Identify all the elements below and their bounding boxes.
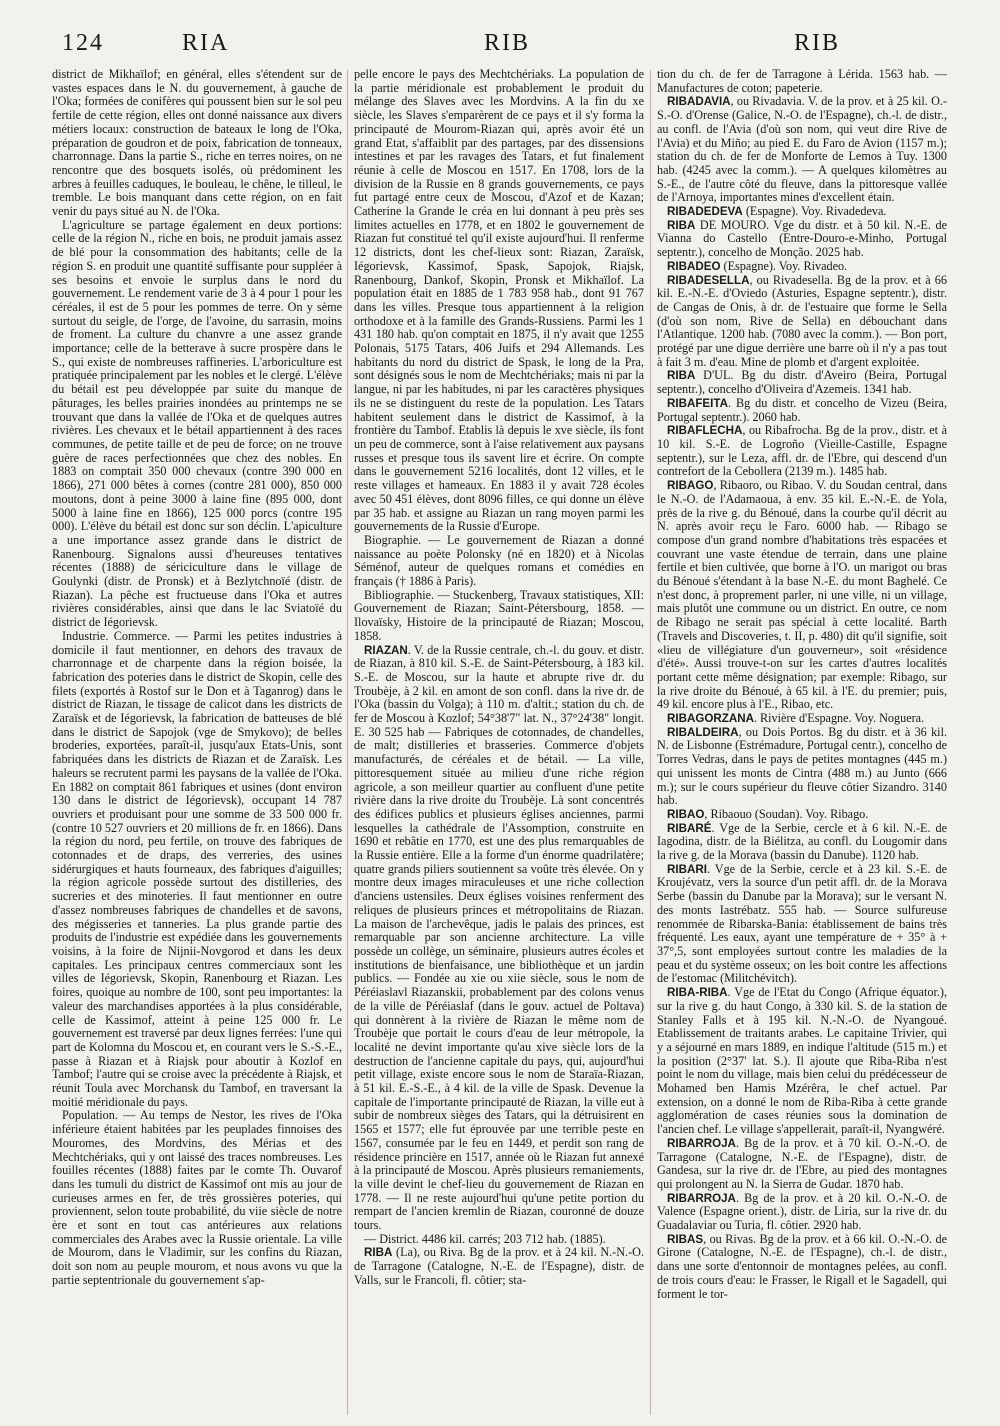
headword: RIBARÉ [667, 821, 712, 835]
headword: RIBAGO [667, 479, 714, 493]
page-number: 124 [62, 30, 104, 56]
entry-ribao: RIBAO, Ribaouo (Soudan). Voy. Ribago. [667, 806, 869, 821]
entry-ribas: RIBAS, ou Rivas. Bg de la prov. et à 66 kil. O.-N.-O. de Girone (Catalogne, N.-E. de l'Espagne), ch.-l. de distr., dans une sorte d'entonnoir de montagnes pelées, au confl. de trois cours d'eau: le Frasser, le Rigall et le Sagadell, qui forment le tor- [657, 1231, 947, 1301]
entry-ribadavia: RIBADAVIA, ou Rivadavia. V. de la prov. et à 25 kil. O.-S.-O. d'Orense (Galice, N.-O. de l'Espagne), ch.-l. de distr., au confl. de l'Avia (d'où son nom, qui veut dire Rive de l'Avia) et du Miño; au pied E. du Faro de Avion (1157 m.); station du ch. de fer de Monforte de Lemos à Tuy. 1300 hab. (4245 avec la comm.). — A quelques kilomètres au S.-E., de l'autre côté du fleuve, dans la pittoresque vallée de l'Arnoya, importantes mines d'excellent étain. [657, 94, 947, 205]
entry-ribari: RIBARI. Vge de la Serbie, cercle et à 23 kil. S.-E. de Kroujévatz, vers la source d'un petit affl. dr. de la Morava Serbe (bassin du Danube par la Morava); sur le versant N. des monts Iastrébatz. 555 hab. — Source sulfureuse renommée de Ribarska-Bania: établissement de bains très fréquenté. Les eaux, ayant une température de + 35° à + 37°,5, sont employées surtout contre les maladies de la peau et du système osseux; on les boit contre les affections de l'estomac (Militchévitch). [657, 861, 947, 986]
paragraph: district de Mikhaïlof; en général, elles s'étendent sur de vastes espaces dans le N. du gouvernement, à gauche de l'Oka; formées de conifères qui poussent bien sur le sol peu fertile de cette région, elles ont donné naissance aux divers métiers locaux: construction de bateaux le long de l'Oka, préparation de goudron et de poix, fabrication de tonneaux, charronnage. Dans la partie S., riche en terres noires, on ne rencontre que des bosquets isolés, où prédominent les arbres à feuilles caduques, le bouleau, le chêne, le tilleul, le tremble. Le bois manquant dans cette région, on en fait venir du pays situé au N. de l'Oka. [52, 68, 342, 219]
headword: RIBA [667, 218, 696, 232]
text-column-center [354, 68, 644, 1416]
paragraph: tion du ch. de fer de Tarragone à Lérida. 1563 hab. — Manufactures de coton; papeterie. [657, 68, 947, 95]
headword: RIBARROJA [667, 1136, 736, 1150]
entry-ribarroja: RIBARROJA. Bg de la prov. et à 70 kil. O.-N.-O. de Tarragone (Catalogne, N.-E. de l'Espagne), distr. de Gandesa, sur la rive dr. de l'Ebre, au pied des montagnes qui prolongent au N. la Sierra de Gudar. 1870 hab. [657, 1135, 947, 1191]
headword: RIBA [667, 369, 696, 383]
entry-ribaldeira: RIBALDEIRA, ou Dois Portos. Bg du distr. et à 36 kil. N. de Lisbonne (Estrémadure, Portugal centr.), concelho de Torres Vedras, dans le pays de petites montagnes (445 m.) qui unissent les monts de Cintra (488 m.) au Junto (666 m.); sur le cours supérieur du fleuve côtier Sizandro. 3140 hab. [657, 724, 947, 808]
column-divider [650, 70, 651, 1415]
entry-riba: RIBA (La), ou Riva. Bg de la prov. et à 24 kil. N.-N.-O. de Tarragone (Catalogne, N.-E. de l'Espagne), distr. de Valls, sur le Francoli, fl. côtier; sta- [354, 1245, 644, 1287]
entry-ribadedeva: RIBADEDEVA (Espagne). Voy. Rivadedeva. [667, 204, 887, 219]
headword: RIBARROJA [667, 1191, 736, 1205]
running-head-left: RIA [182, 30, 230, 56]
entry-riazan: RIAZAN. V. de la Russie centrale, ch.-l. du gouv. et distr. de Riazan, à 810 kil. S.-E. de Saint-Pétersbourg, à 183 kil. S.-E. de Moscou, sur la haute et abrupte rive dr. du Troubèje, à 2 kil. en amont de son confl. dans la rive dr. de l'Oka (bassin du Volga); à 110 m. d'altit.; station du ch. de fer de Moscou à Kozlof; 54°38'7" lat. N., 37°24'38" longit. E. 30 525 hab — Fabriques de cotonnades, de chandelles, de malt; distilleries et brasseries. Commerce d'objets manufacturés, de céréales et de bétail. — La ville, pittoresquement située au milieu d'une riche région agricole, a son meilleur quartier au confluent d'une petite rivière dans la rive droite du Troubèje. Là sont concentrés des édifices publics et plusieurs églises anciennes, parmi lesquelles la cathédrale de l'Assomption, construite en 1690 et rebâtie en 1770, est une des plus remarquables de la Russie entière. Elle a la forme d'un énorme quadrilatère; quatre grands piliers soutiennent sa voûte très élevée. On y montre deux images miraculeuses et une riche collection d'anciens ustensiles. Deux églises voisines renferment des reliques de plusieurs princes et métropolitains de Riazan. La maison de l'archevêque, jadis le palais des princes, est remarquable par son ancienne architecture. La ville possède un collège, un séminaire, plusieurs autres écoles et institutions de bienfaisance, une bibliothèque et un jardin publics. — Fondée au xie ou xiie siècle, sous le nom de Péréiaslavl Riazanskii, probablement par des colons venus de la ville de Péréiaslaf (dans le gouv. actuel de Poltava) qui donnèrent à la rivière de Riazan le même nom de Troubèje que portait le cours d'eau de leur métropole, la localité ne devint importante qu'au xive siècle lors de la destruction de l'ancienne capitale du pays, qui, aujourd'hui petit village, existe encore sous le nom de Staraïa-Riazan, à 51 kil. E.-S.-E., à 4 kil. de la ville de Spask. Devenue la capitale de l'importante principauté de Riazan, la ville eut à subir de nombreux sièges des Tatars, qui la détruisirent en 1565 et 1577; elle fut éprouvée par une terrible peste en 1567, consumée par le feu en 1449, et perdit son rang de résidence princière en 1517, année où le Riazan fut annexé à la principauté de Moscou. Après plusieurs remaniements, la ville devint le chef-lieu du gouvernement de Riazan en 1778. — Il ne reste aujourd'hui qu'une petite portion du rempart de l'ancien kremlin de Riazan, couronné de douze tours. [354, 642, 644, 1233]
headword: RIBADEDEVA [667, 205, 743, 219]
headword: RIBA [364, 1246, 393, 1260]
entry-ribadesella: RIBADESELLA, ou Rivadesella. Bg de la prov. et à 66 kil. E.-N.-E. d'Oviedo (Asturies, Espagne septentr.), distr. de Cangas de Onis, à dr. de l'estuaire que forme le Sella (d'où son nom, Rive de Sella) en débouchant dans l'Atlantique. 1200 hab. (7080 avec la comm.). — Bon port, protégé par une digue derrière une barre où il n'y a pas tout à fait 3 m. d'eau. Mine de plomb et d'argent exploitée. [657, 272, 947, 369]
entry-ribafeita: RIBAFEITA. Bg du distr. et concelho de Vizeu (Beira, Portugal septentr.). 2060 hab. [657, 395, 947, 424]
column-divider [347, 70, 348, 1415]
text-column-right [657, 68, 947, 1416]
entry-ribarroja-2: RIBARROJA. Bg de la prov. et à 20 kil. O.-N.-O. de Valence (Espagne orient.), distr. de Liria, sur la rive dr. du Guadalaviar ou Turia, fl. côtier. 2920 hab. [657, 1190, 947, 1233]
text-column-left [52, 68, 342, 1416]
entry-riba-riba: RIBA-RIBA. Vge de l'Etat du Congo (Afrique équator.), sur la rive g. du haut Congo, à 330 kil. S. de la station de Stanley Falls et à 195 kil. N.-N.-O. de Nyangoué. Etablissement de traitants arabes. Le capitaine Trivier, qui y a séjourné en mars 1889, en indique l'altitude (515 m.) et la position (2°37' lat. S.). Il ajoute que Riba-Riba n'est point le nom du village, mais bien celui du prédécesseur de Mohamed ben Hamis Mzérêra, le chef actuel. Par extension, on a donné le nom de Riba-Riba à cette grande agglomération de cases réunies sous la domination de l'ancien chef. Le village s'appellerait, paraît-il, Nyangwéré. [657, 985, 947, 1137]
headword: RIBAFEITA [667, 396, 728, 410]
entry-ribagorzana: RIBAGORZANA. Rivière d'Espagne. Voy. Noguera. [667, 711, 925, 726]
headword: RIBALDEIRA [667, 725, 739, 739]
headword: RIBADEO [667, 259, 721, 273]
paragraph: — District. 4486 kil. carrés; 203 712 hab. (1885). [364, 1231, 606, 1246]
headword: RIBAO [667, 807, 705, 821]
paragraph: L'agriculture se partage également en deux portions: celle de la région N., riche en bois, ne produit jamais assez de blé pour la consommation des habitants; celle de la région S. en produit une quantité suffisante pour suppléer à ses besoins et envoie le surplus dans le nord du gouvernement. Le rendement varie de 3 à 4 pour 1 pour les céréales, il est de 5 pour les pommes de terre. On y sème surtout du seigle, de l'orge, de l'avoine, du sarrasin, moins de froment. La culture du chanvre a une assez grande importance; celle de la betterave à sucre prospère dans le S., qui existe de nombreuses raffineries. L'arboriculture est pratiquée principalement par les nobles et le clergé. L'élève du bétail est peu développée par suite du manque de pâturages, les belles prairies inondées au printemps ne se trouvant que dans la vallée de l'Oka et de quelques autres rivières. Les chevaux et le bétail appartiennent à des races communes, de petite taille et de peu de force; on ne trouve guère de races perfectionnées que chez des nobles. En 1883 on comptait 350 000 chevaux (contre 390 000 en 1866), 271 000 bêtes à cornes (contre 281 000), 850 000 moutons, dont à peine 3000 à laine fine (895 000, dont 5000 à laine fine en 1866), 125 000 porcs (contre 195 000). L'élève du bétail est donc sur son déclin. L'apiculture a une importance assez grande dans le district de Ranenbourg. Signalons aussi d'heureuses tentatives récentes (1888) de sériciculture dans le village de Goulynki (distr. de Pronsk) et à Bezlytchnoïé (distr. de Riazan). La pêche est fructueuse dans l'Oka et autres rivières considérables, ainsi que dans le lac Sviatoïé du district de Iégorievsk. [52, 217, 342, 630]
headword: RIBAFLECHA [667, 424, 743, 438]
headword: RIBAGORZANA [667, 712, 754, 726]
paragraph: Biographie. — Le gouvernement de Riazan a donné naissance au poète Polonsky (né en 1820) et à Nicolas Séménof, auteur de quelques romans et comédies en français († 1886 à Paris). [354, 532, 644, 589]
paragraph: Bibliographie. — Stuckenberg, Travaux statistiques, XII: Gouvernement de Riazan; Saint-Pétersbourg, 1858. — Ilovaïsky, Histoire de la principauté de Riazan; Moscou, 1858. [354, 587, 644, 643]
paragraph: pelle encore le pays des Mechtchériaks. La population de la partie méridionale est probablement le produit du mélange des Slaves avec les Mordvins. A la fin du xe siècle, les Slaves s'emparèrent de ce pays et il s'y forma la principauté de Mourom-Riazan qui, après avoir été un grand Etat, s'affaiblit par des partages, par des dissensions intestines et par les ravages des Tatars, et fut finalement réunie à celle de Moscou en 1517. En 1708, lors de la division de la Russie en 8 grands gouvernements, ce pays fut partagé entre ceux de Moscou, d'Azof et de Kazan; Catherine la Grande le créa en lui donnant à peu près ses limites actuelles en 1778, et en 1802 le gouvernement de Riazan fut constitué tel qu'il existe aujourd'hui. Il renferme 12 districts, dont les chef-lieux sont: Riazan, Zaraïsk, Iégorievsk, Kassimof, Spask, Sapojok, Riajsk, Ranenbourg, Dankof, Skopin, Pronsk et Mikhaïlof. La population était en 1885 de 1 783 958 hab., dont 91 767 dans les villes. Presque tous appartiennent à la religion orthodoxe et à la famille des Grands-Russiens. Parmi les 1 431 180 hab. qu'on comptait en 1875, il n'y avait que 1255 Polonais, 5175 Tatars, 406 Juifs et 294 Allemands. Les habitants du nord du district de Spask, le long de la Pra, sont désignés sous le nom de Mechtchériaks; mais ni par la langue, ni par les habitudes, ni par les caractères physiques ils ne se distinguent du reste de la population. Les Tatars habitent seulement dans le district de Kassimof, à la frontière du Tambof. Etablis là depuis le xve siècle, ils font un peu de commerce, sont à l'aise relativement aux paysans russes et presque tous ils savent lire et écrire. On compte dans le gouvernement 5216 localités, dont 12 villes, et le reste villages et hameaux. En 1883 il y avait 728 écoles avec 50 451 élèves, dont 8096 filles, ce qui donne un élève par 35 hab. et assigne au Riazan un rang moyen parmi les gouvernements de la Russie d'Europe. [354, 68, 644, 534]
headword: RIBAS [667, 1232, 704, 1246]
entry-riba-de-mouro: RIBA DE MOURO. Vge du distr. et à 50 kil. N.-E. de Vianna do Castello (Entre-Douro-e-Minho, Portugal septentr.), concelho de Monção. 2025 hab. [657, 217, 947, 260]
headword: RIBA-RIBA [667, 986, 728, 1000]
running-head-right: RIB [794, 30, 841, 56]
entry-ribago: RIBAGO, Ribaoro, ou Ribao. V. du Soudan central, dans le N.-O. de l'Adamaoua, à env. 35 kil. E.-N.-E. de Yola, près de la rive g. du Bénoué, dans la courbe qu'il décrit au N. après avoir reçu le Faro. 6000 hab. — Ribago se compose d'un grand nombre d'habitations très espacées et couvrant une vaste étendue de terrain, dans une plaine fertile et bien cultivée, que borne à l'O. un marigot ou bras du Bénoué s'étendant à la base N.-E. du mont Baghelé. Ce n'est donc, à proprement parler, ni une ville, ni un village, mais plutôt une commune ou un district. En outre, ce nom de Ribago ne serait pas spécial à cette localité. Barth (Travels and Discoveries, t. II, p. 480) dit qu'il signifie, soit «lieu de villégiature d'un gouverneur», soit «résidence d'été». Aussi trouve-t-on sur les cartes d'autres localités portant cette même désignation; par exemple: Ribago, sur la rive droite du Bénoué, à 65 kil. à l'E. du premier; puis, 49 kil. encore plus à l'E., Ribao, etc. [657, 478, 947, 712]
paragraph: Industrie. Commerce. — Parmi les petites industries à domicile il faut mentionner, en dehors des travaux de charronnage et de charpente dans la région boisée, la fabrication des poteries dans le district de Skopin, celle des filets (exportés à Rostof sur le Don et à Taganrog) dans le district de Riazan, le tissage de calicot dans les districts de Zaraïsk et de Iégorievsk, la fabrication de batteuses de blé dans le district de Sapojok (vge de Smykovo); de belles broderies, exportées, paraît-il, jusqu'aux Etats-Unis, sont fabriquées dans les districts de Riazan et de Zaraïsk. Les haleurs se recrutent parmi les paysans de la vallée de l'Oka. En 1882 on comptait 861 fabriques et usines (dont environ 130 dans le district de Iégorievsk), occupant 14 787 ouvriers et produisant pour une somme de 33 500 000 fr. (contre 10 527 ouvriers et 20 millions de fr. en 1866). Dans la région du nord, peu fertile, on trouve des fabriques de cotonnades et de draps, des verreries, des usines sidérurgiques et hauts fourneaux, des fabriques d'aiguilles; la région agricole possède surtout des distilleries, des sucreries et des minoteries. Il faut mentionner en outre d'assez nombreuses fabriques de chandelles et de savons, des mégisseries et tanneries. La plus grande partie des produits de l'industrie est expédiée dans les gouvernements voisins, à la foire de Nijnii-Novgorod et dans les deux capitales. Les principaux centres commerciaux sont les villes de Iégorievsk, Skopin, Ranenbourg et Riazan. Les foires, quoique au nombre de 100, sont peu importantes: la valeur des marchandises apportées à la plus considérable, celle de Kassimof, atteint à peine 125 000 fr. Le gouvernement est traversé par deux lignes ferrées: l'une qui part de Kolomna du Moscou et, en courant vers le S.-S.-E., passe à Riazan et à Riajsk pour aboutir à Kozlof en Tambof; l'autre qui se croise avec la précédente à Riajsk, et réunit Toula avec Morchansk du Tambof, en traversant la moitié méridionale du pays. [52, 628, 342, 1109]
entry-ribaflecha: RIBAFLECHA, ou Ribafrocha. Bg de la prov., distr. et à 10 kil. S.-E. de Logroño (Vieille-Castille, Espagne septentr.), sur le Leza, affl. dr. de l'Ebre, qui descend d'un contrefort de la Cebollera (2139 m.). 1485 hab. [657, 423, 947, 479]
headword: RIAZAN [364, 643, 408, 657]
running-head-center: RIB [484, 30, 531, 56]
entry-ribare: RIBARÉ. Vge de la Serbie, cercle et à 6 kil. N.-E. de Iagodina, distr. de la Biélitza, au confl. du Lougomir dans la rive g. de la Morava (bassin du Danube). 1120 hab. [657, 820, 947, 863]
entry-ribadeo: RIBADEO (Espagne). Voy. Rivadeo. [667, 258, 848, 273]
headword: RIBARI [667, 862, 707, 876]
running-header [0, 30, 1000, 64]
entry-riba-dul: RIBA D'UL. Bg du distr. d'Aveiro (Beira, Portugal septentr.), concelho d'Oliveira d'Azemeis. 1341 hab. [657, 368, 947, 397]
paragraph: Population. — Au temps de Nestor, les rives de l'Oka inférieure étaient habitées par les peuplades finnoises des Mouromes, des Mordvins, des Mérias et des Mechtchériaks, qui y ont laissé des traces nombreuses. Les fouilles récentes (1888) faites par le comte Th. Ouvarof dans les tumuli du district de Kassimof ont mis au jour de curieuses armes en fer, de très grossières poteries, qui proviennent, selon toute probabilité, du viie siècle de notre ère et sont en tout cas antérieures aux relations commerciales des Arabes avec la Russie orientale. La ville de Mourom, dans le Vladimir, sur les confins du Riazan, doit son nom au peuple mourom, et nous avons vu que la partie septentrionale du gouvernement s'ap- [52, 1108, 342, 1287]
headword: RIBADESELLA [667, 273, 750, 287]
headword: RIBADAVIA [667, 95, 731, 109]
